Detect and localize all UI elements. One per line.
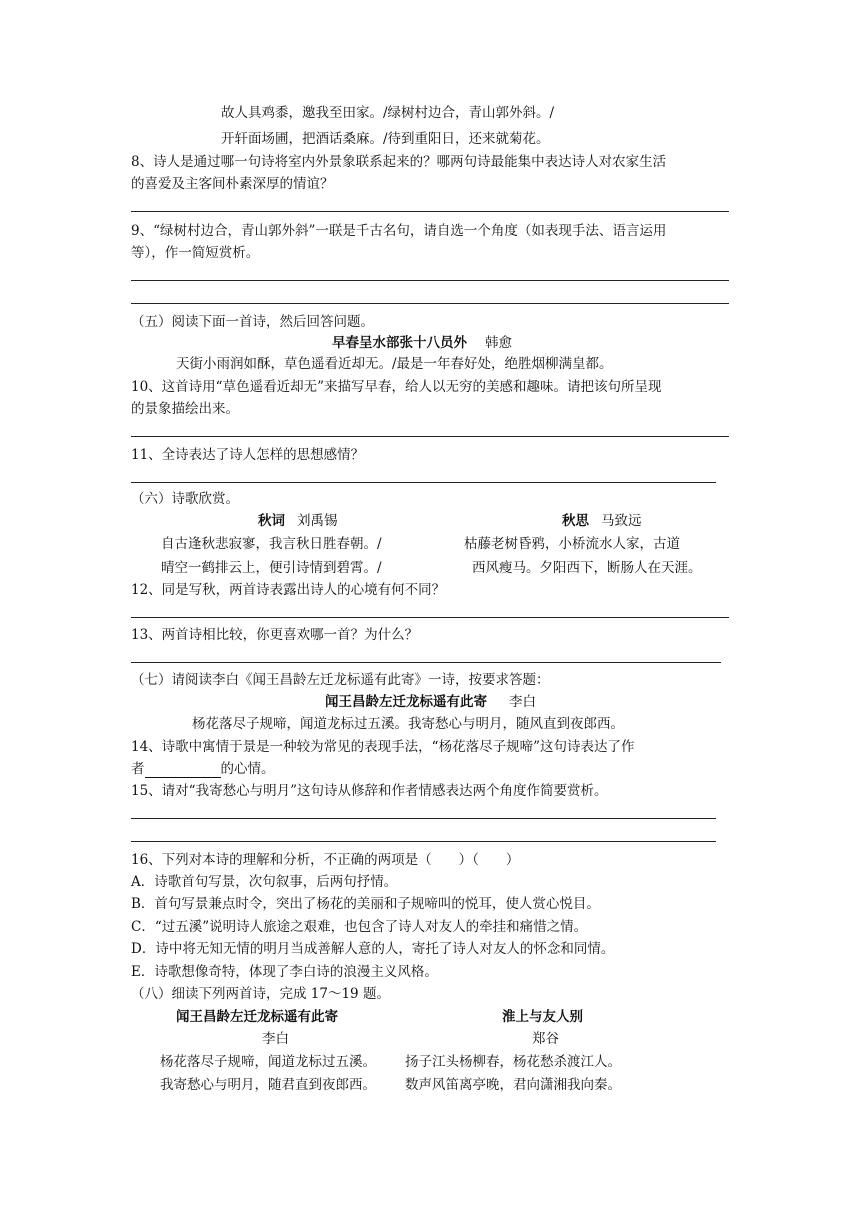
question-15: 15、请对“我寄愁心与明月”这句诗从修辞和作者情感表达两个角度作简要赏析。: [131, 783, 608, 799]
question-16: 16、下列对本诗的理解和分析，不正确的两项是（ ）（ ）: [131, 852, 520, 868]
poem-line: 扬子江头杨柳春，杨花愁杀渡江人。: [405, 1054, 621, 1070]
question-13: 13、两首诗相比较，你更喜欢哪一首？为什么？: [131, 627, 419, 643]
section-6-intro: （六）诗歌欣赏。: [131, 491, 239, 507]
poem-line: 我寄愁心与明月，随君直到夜郎西。: [160, 1077, 376, 1093]
question-12: 12、同是写秋，两首诗表露出诗人的心境有何不同？: [131, 582, 446, 598]
poem-text: 杨花落尽子规啼，闻道龙标过五溪。我寄愁心与明月，随风直到夜郎西。: [192, 716, 624, 732]
question-10-cont: 的景象描绘出来。: [131, 401, 239, 417]
poem-author: 李白: [509, 694, 536, 710]
poem-title: 闻王昌龄左迁龙标遥有此寄: [325, 694, 487, 710]
poem-author: 李白: [262, 1031, 289, 1047]
question-14-cont: 者 的心情。: [131, 761, 275, 777]
answer-line: [131, 211, 729, 212]
question-11: 11、全诗表达了诗人怎样的思想感情？: [131, 447, 365, 463]
option-d: D．诗中将无知无情的明月当成善解人意的人，寄托了诗人对友人的怀念和同情。: [131, 941, 615, 957]
option-c: C．“过五溪”说明诗人旅途之艰难，也包含了诗人对友人的牵挂和痛惜之情。: [131, 919, 588, 935]
section-5-intro: （五）阅读下面一首诗，然后回答问题。: [131, 314, 374, 330]
poem-line: 数声风笛离亭晚，君向潇湘我向秦。: [405, 1077, 621, 1093]
option-e: E．诗歌想像奇特，体现了李白诗的浪漫主义风格。: [131, 964, 438, 980]
section-7-intro: （七）请阅读李白《闻王昌龄左迁龙标遥有此寄》一诗，按要求答题：: [131, 672, 550, 688]
poem-title: 早春呈水部张十八员外: [332, 335, 467, 351]
poem-line: 杨花落尽子规啼，闻道龙标过五溪。: [160, 1054, 376, 1070]
poem-line: 故人具鸡黍，邀我至田家。/绿树村边合，青山郭外斜。/: [221, 105, 555, 121]
question-9-cont: 等），作一简短赏析。: [131, 245, 260, 261]
poem-title: 淮上与友人别: [502, 1009, 583, 1025]
answer-line: [131, 662, 721, 663]
answer-line: [131, 303, 729, 304]
poem-title: 秋思: [562, 513, 589, 529]
poem-text: 天街小雨润如酥，草色遥看近却无。/最是一年春好处，绝胜烟柳满皇都。: [176, 356, 613, 372]
option-a: A．诗歌首句写景，次句叙事，后两句抒情。: [131, 874, 398, 890]
answer-line: [131, 841, 716, 842]
poem-author: 韩愈: [485, 335, 512, 351]
fill-blank[interactable]: [145, 763, 221, 778]
section-8-intro: （八）细读下列两首诗，完成 17～19 题。: [131, 986, 390, 1002]
question-9: 9、“绿树村边合，青山郭外斜”一联是千古名句，请自选一个角度（如表现手法、语言运用: [131, 223, 667, 239]
poem-author: 刘禹锡: [297, 513, 338, 529]
poem-line: 枯藤老树昏鸦，小桥流水人家，古道: [464, 536, 680, 552]
poem-title: 闻王昌龄左迁龙标遥有此寄: [176, 1009, 338, 1025]
answer-line: [131, 436, 729, 437]
question-14: 14、诗歌中寓情于景是一种较为常见的表现手法，“杨花落尽子规啼”这句诗表达了作: [131, 739, 635, 755]
poem-line: 晴空一鹤排云上，便引诗情到碧霄。/: [161, 560, 382, 576]
poem-line: 开轩面场圃，把酒话桑麻。/待到重阳日，还来就菊花。: [221, 131, 550, 147]
question-10: 10、这首诗用“草色遥看近却无”来描写早春，给人以无穷的美感和趣味。请把该句所呈现: [131, 379, 662, 395]
answer-line: [131, 617, 729, 618]
poem-author: 马致远: [601, 513, 642, 529]
answer-line: [131, 482, 716, 483]
poem-title: 秋词: [258, 513, 285, 529]
answer-line: [131, 280, 729, 281]
poem-author: 郑谷: [532, 1031, 559, 1047]
poem-line: 自古逢秋悲寂寥，我言秋日胜春朝。/: [161, 536, 382, 552]
question-8: 8、诗人是通过哪一句诗将室内外景象联系起来的？哪两句诗最能集中表达诗人对农家生活: [131, 154, 667, 170]
poem-line: 西风瘦马。夕阳西下，断肠人在天涯。: [472, 560, 702, 576]
question-8-cont: 的喜爱及主客间朴素深厚的情谊？: [131, 176, 334, 192]
answer-line: [131, 818, 716, 819]
option-b: B．首句写景兼点时令，突出了杨花的美丽和子规啼叫的悦耳，使人赏心悦目。: [131, 896, 600, 912]
